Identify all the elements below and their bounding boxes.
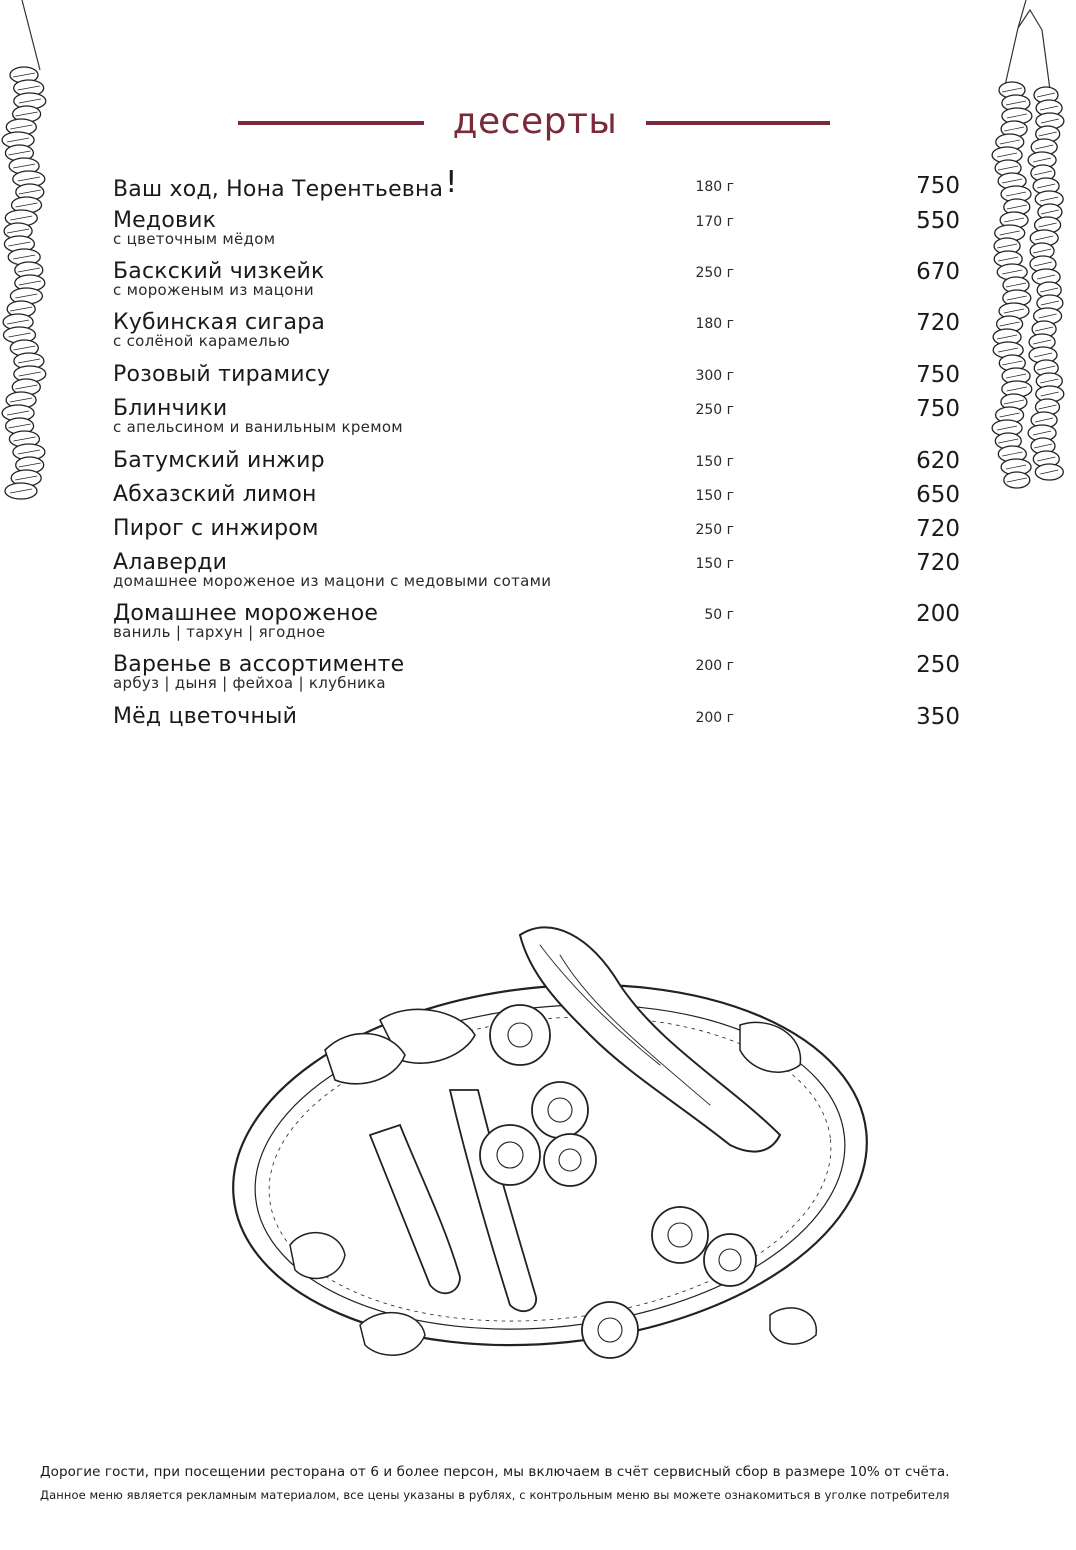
item-price: 620: [916, 448, 960, 474]
item-weight: 170 г: [695, 214, 734, 230]
menu-item: [0, 651, 1076, 699]
service-fee-notice: Дорогие гости, при посещении ресторана от 6 и более персон, мы включаем в счёт сервисный сбор в размере 10% от счёта.: [40, 1464, 950, 1480]
disclaimer-notice: Данное меню является рекламным материалом, все цены указаны в рублях, с контрольным меню вы можете ознакомиться в уголке потребителя: [40, 1488, 950, 1502]
dessert-plate-illustration: [210, 905, 890, 1425]
section-title: десерты: [452, 101, 618, 142]
item-weight: 180 г: [695, 316, 734, 332]
item-price: 250: [916, 652, 960, 678]
menu-item: [0, 309, 1076, 357]
item-name: [113, 165, 458, 204]
item-price: 750: [916, 396, 960, 422]
item-price: 750: [916, 362, 960, 388]
item-description: ваниль | тархун | ягодное: [113, 623, 326, 641]
item-description: с цветочным мёдом: [113, 230, 276, 248]
item-name: Пирог с инжиром: [113, 516, 319, 541]
menu-item: [0, 258, 1076, 306]
item-description: домашнее мороженое из мацони с медовыми сотами: [113, 572, 552, 590]
item-weight: 150 г: [695, 488, 734, 504]
item-name-mark: !: [445, 165, 458, 200]
item-name: Кубинская сигара: [113, 310, 326, 335]
item-price: 200: [916, 601, 960, 627]
item-name: Мёд цветочный: [113, 704, 298, 729]
dessert-menu-list: [0, 0, 1076, 760]
item-description: с мороженым из мацони: [113, 281, 314, 299]
item-weight: 300 г: [695, 368, 734, 384]
item-weight: 180 г: [695, 179, 734, 195]
item-name: Розовый тирамису: [113, 362, 331, 387]
item-name: Баскский чизкейк: [113, 259, 325, 284]
item-description: с апельсином и ванильным кремом: [113, 418, 403, 436]
item-weight: 250 г: [695, 402, 734, 418]
item-name: Батумский инжир: [113, 448, 325, 473]
item-name: Медовик: [113, 208, 217, 233]
item-weight: 250 г: [695, 265, 734, 281]
item-weight: 50 г: [704, 607, 734, 623]
item-weight: 150 г: [695, 454, 734, 470]
item-name: Абхазский лимон: [113, 482, 317, 507]
menu-item: [0, 703, 1076, 751]
item-description: арбуз | дыня | фейхоа | клубника: [113, 674, 386, 692]
item-price: 720: [916, 310, 960, 336]
item-price: 750: [916, 173, 960, 199]
item-price: 720: [916, 516, 960, 542]
item-weight: 150 г: [695, 556, 734, 572]
item-name: Алаверди: [113, 550, 228, 575]
item-weight: 200 г: [695, 710, 734, 726]
item-weight: 200 г: [695, 658, 734, 674]
item-price: 670: [916, 259, 960, 285]
item-name: Варенье в ассортименте: [113, 652, 405, 677]
item-name: Домашнее мороженое: [113, 601, 379, 626]
item-price: 550: [916, 208, 960, 234]
menu-item: [0, 600, 1076, 648]
item-name-text: Ваш ход, Нона Терентьевна: [113, 177, 444, 202]
menu-item: [0, 207, 1076, 255]
menu-item: [0, 395, 1076, 443]
menu-item: [0, 549, 1076, 597]
item-price: 350: [916, 704, 960, 730]
item-name: Блинчики: [113, 396, 228, 421]
item-description: с солёной карамелью: [113, 332, 291, 350]
item-price: 720: [916, 550, 960, 576]
item-weight: 250 г: [695, 522, 734, 538]
item-price: 650: [916, 482, 960, 508]
